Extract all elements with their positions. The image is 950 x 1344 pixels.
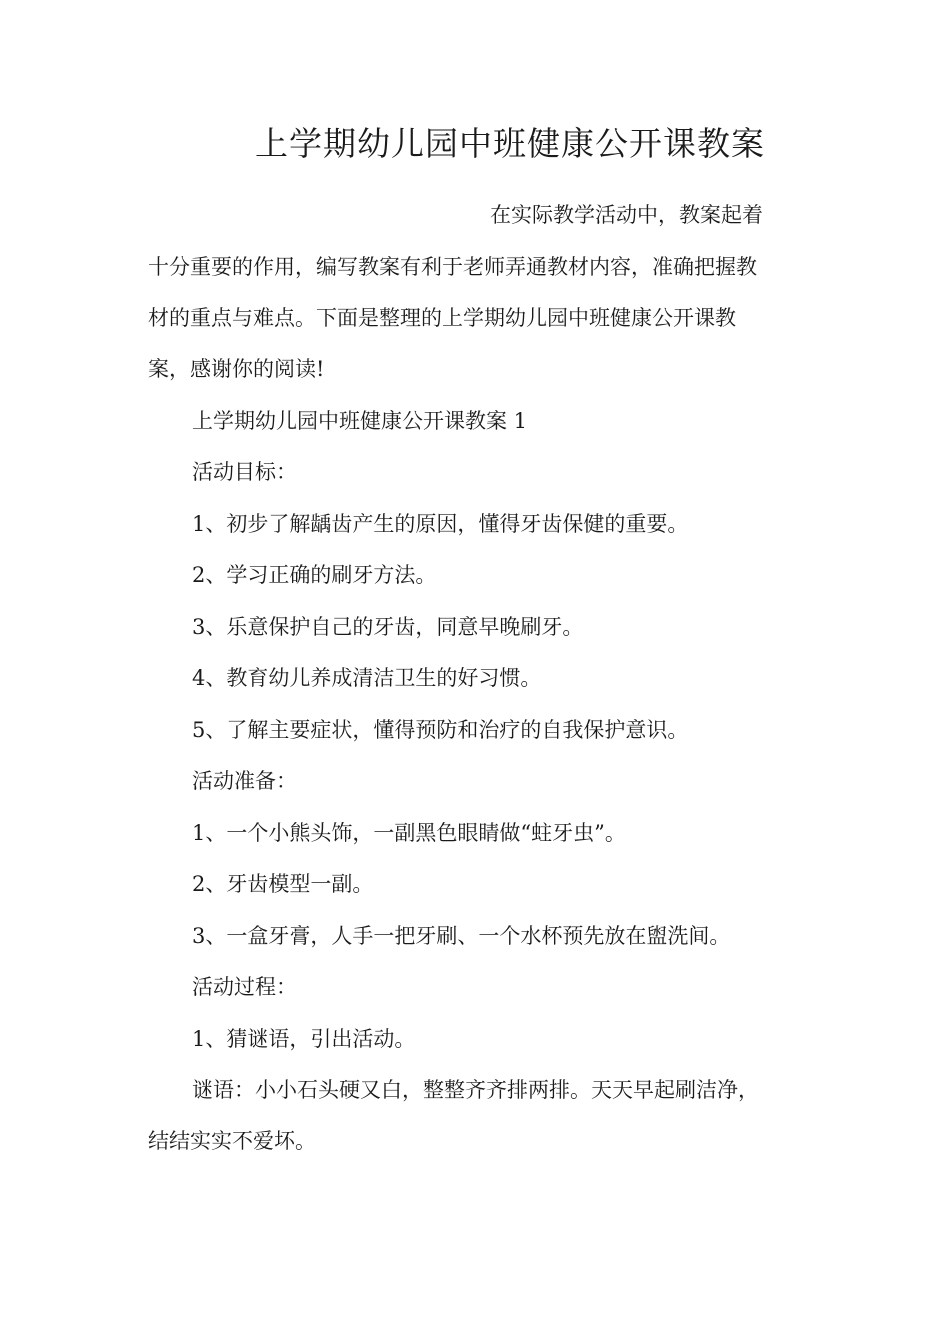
goal-item-4: 4、教育幼儿养成清洁卫生的好习惯。 — [192, 666, 542, 690]
process-item-1: 1、猜谜语，引出活动。 — [192, 1027, 416, 1051]
section-title: 上学期幼儿园中班健康公开课教案 1 — [192, 409, 528, 433]
prep-item-2: 2、牙齿模型一副。 — [192, 872, 374, 896]
intro-line-3: 材的重点与难点。下面是整理的上学期幼儿园中班健康公开课教 — [148, 306, 736, 330]
document-title: 上学期幼儿园中班健康公开课教案 — [255, 124, 765, 163]
riddle-line-1: 谜语：小小石头硬又白，整整齐齐排两排。天天早起刷洁净， — [192, 1078, 759, 1102]
prep-item-1: 1、一个小熊头饰，一副黑色眼睛做“蛀牙虫”。 — [192, 821, 626, 845]
goal-item-2: 2、学习正确的刷牙方法。 — [192, 563, 437, 587]
intro-line-2: 十分重要的作用，编写教案有利于老师弄通教材内容，准确把握教 — [148, 255, 757, 279]
prep-heading: 活动准备： — [192, 769, 297, 793]
goal-item-5: 5、了解主要症状，懂得预防和治疗的自我保护意识。 — [192, 718, 689, 742]
process-heading: 活动过程： — [192, 975, 297, 999]
goal-item-1: 1、初步了解龋齿产生的原因，懂得牙齿保健的重要。 — [192, 512, 689, 536]
riddle-line-2: 结结实实不爱坏。 — [148, 1129, 316, 1153]
goals-heading: 活动目标： — [192, 460, 297, 484]
intro-line-1: 在实际教学活动中，教案起着 — [490, 203, 763, 227]
intro-line-4: 案，感谢你的阅读! — [148, 357, 325, 381]
goal-item-3: 3、乐意保护自己的牙齿，同意早晚刷牙。 — [192, 615, 584, 639]
prep-item-3: 3、一盒牙膏，人手一把牙刷、一个水杯预先放在盥洗间。 — [192, 924, 731, 948]
